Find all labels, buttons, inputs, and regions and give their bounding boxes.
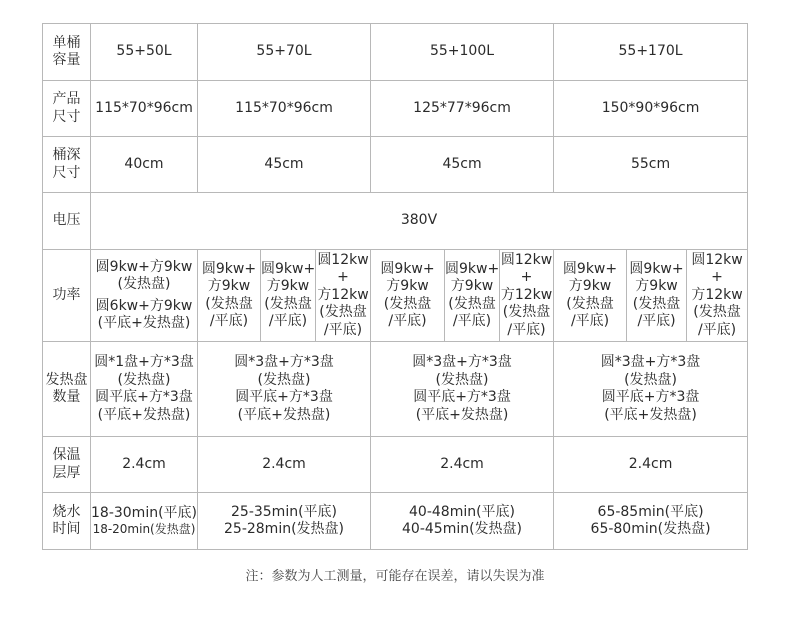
size-cell: 150*90*96cm: [554, 81, 748, 137]
power-cell: 圆9kw+方9kw (发热盘) 圆6kw+方9kw (平底+发热盘): [91, 250, 198, 342]
boil-cell: 65-85min(平底) 65-80min(发热盘): [554, 493, 748, 550]
row-size: [43, 81, 748, 137]
heating-cell: 圆*3盘+方*3盘 (发热盘) 圆平底+方*3盘 (平底+发热盘): [371, 342, 554, 437]
row-label-depth: 桶深 尺寸: [43, 137, 91, 193]
heating-cell: 圆*3盘+方*3盘 (发热盘) 圆平底+方*3盘 (平底+发热盘): [554, 342, 748, 437]
power-sub-cell: 圆9kw+ 方9kw (发热盘 /平底): [198, 250, 261, 342]
row-power: [43, 250, 748, 342]
row-label-size: 产品 尺寸: [43, 81, 91, 137]
power-sub-cell: 圆9kw+ 方9kw (发热盘 /平底): [554, 250, 627, 342]
size-cell: 115*70*96cm: [198, 81, 371, 137]
row-label-capacity: 单桶 容量: [43, 24, 91, 81]
power-sub-cell: 圆9kw+ 方9kw (发热盘 /平底): [261, 250, 316, 342]
power-sub-cell: 圆9kw+ 方9kw (发热盘 /平底): [371, 250, 445, 342]
depth-cell: 40cm: [91, 137, 198, 193]
power-sub-cell: 圆12kw + 方12kw (发热盘 /平底): [316, 250, 371, 342]
heating-cell: 圆*1盘+方*3盘 (发热盘) 圆平底+方*3盘 (平底+发热盘): [91, 342, 198, 437]
capacity-cell: 55+170L: [554, 24, 748, 81]
power-sub-cell: 圆12kw + 方12kw (发热盘 /平底): [500, 250, 554, 342]
depth-cell: 55cm: [554, 137, 748, 193]
power-sub-cell: 圆9kw+ 方9kw (发热盘 /平底): [627, 250, 687, 342]
size-cell: 125*77*96cm: [371, 81, 554, 137]
insulation-cell: 2.4cm: [371, 437, 554, 493]
boil-cell: 18-30min(平底) 18-20min(发热盘): [91, 493, 198, 550]
row-label-heating: 发热盘 数量: [43, 342, 91, 437]
row-label-insulation: 保温 层厚: [43, 437, 91, 493]
row-heating: [43, 342, 748, 437]
depth-cell: 45cm: [371, 137, 554, 193]
row-label-voltage: 电压: [43, 193, 91, 250]
insulation-cell: 2.4cm: [554, 437, 748, 493]
boil-cell: 40-48min(平底) 40-45min(发热盘): [371, 493, 554, 550]
row-insulation: [43, 437, 748, 493]
boil-cell: 25-35min(平底) 25-28min(发热盘): [198, 493, 371, 550]
capacity-cell: 55+100L: [371, 24, 554, 81]
size-cell: 115*70*96cm: [91, 81, 198, 137]
power-sub-cell: 圆12kw + 方12kw (发热盘 /平底): [687, 250, 748, 342]
row-depth: [43, 137, 748, 193]
capacity-cell: 55+50L: [91, 24, 198, 81]
insulation-cell: 2.4cm: [198, 437, 371, 493]
row-boil: [43, 493, 748, 550]
depth-cell: 45cm: [198, 137, 371, 193]
insulation-cell: 2.4cm: [91, 437, 198, 493]
row-label-boil: 烧水 时间: [43, 493, 91, 550]
row-voltage: [43, 193, 748, 250]
spec-table: [42, 23, 748, 550]
capacity-cell: 55+70L: [198, 24, 371, 81]
power-sub-cell: 圆9kw+ 方9kw (发热盘 /平底): [445, 250, 500, 342]
voltage-cell: 380V: [91, 193, 748, 250]
row-capacity: [43, 24, 748, 81]
row-label-power: 功率: [43, 250, 91, 342]
footnote: 注：参数为人工测量，可能存在误差，请以失误为准: [245, 569, 545, 584]
heating-cell: 圆*3盘+方*3盘 (发热盘) 圆平底+方*3盘 (平底+发热盘): [198, 342, 371, 437]
